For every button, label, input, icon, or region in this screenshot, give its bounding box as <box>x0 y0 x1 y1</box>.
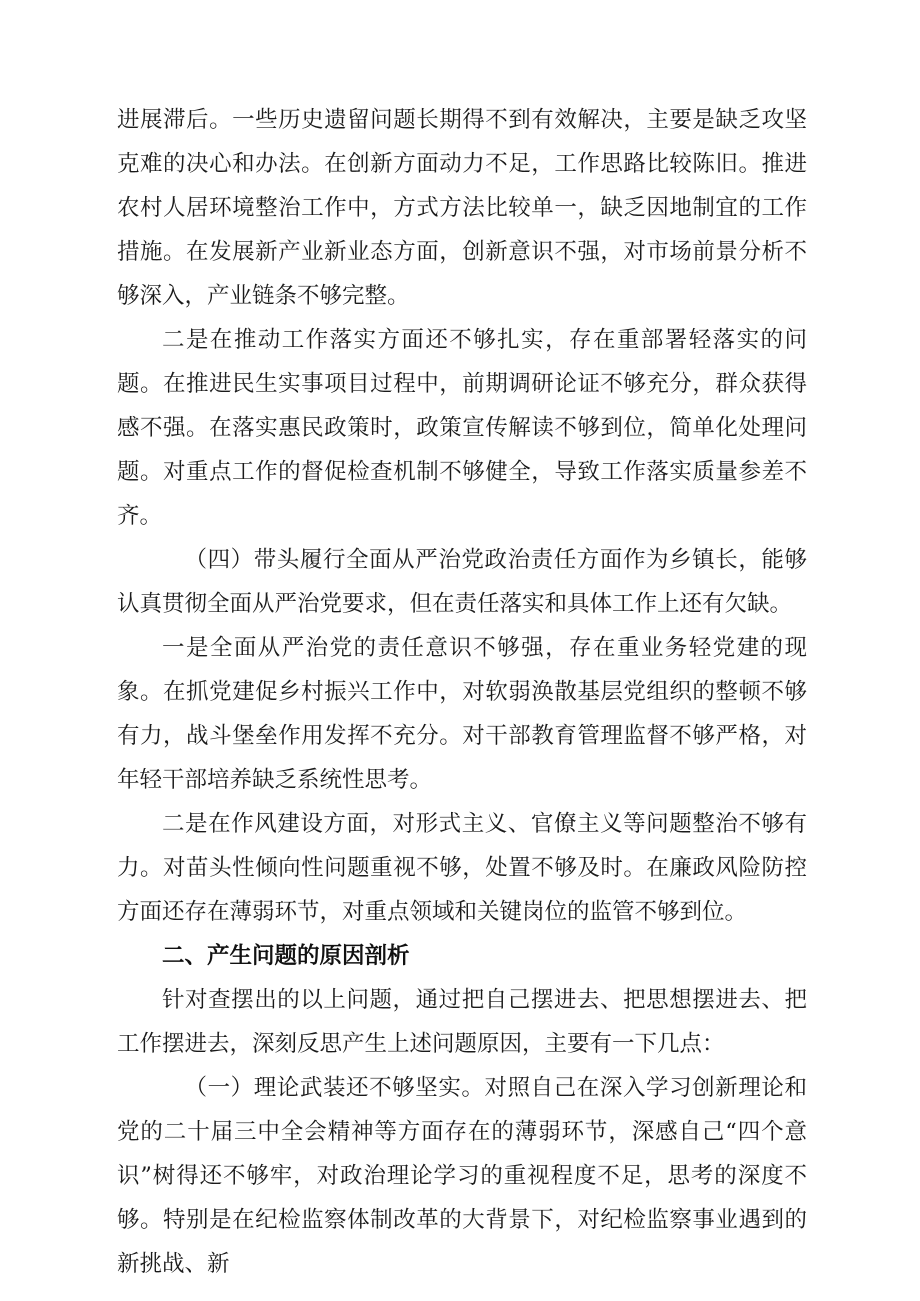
paragraph-section-four: （四）带头履行全面从严治党政治责任方面作为乡镇长，能够认真贯彻全面从严治党要求，但在责任落实和具体工作上还有欠缺。 <box>117 547 807 617</box>
document-body <box>117 98 807 1286</box>
paragraph-continuation: 进展滞后。一些历史遗留问题长期得不到有效解决，主要是缺乏攻坚克难的决心和办法。在创新方面动力不足，工作思路比较陈旧。推进农村人居环境整治工作中，方式方法比较单一，缺乏因地制宜的工作措施。在发展新产业新业态方面，创新意识不强，对市场前景分析不够深入，产业链条不够完整。 <box>117 107 807 309</box>
paragraph-theory-armament: （一）理论武装还不够坚实。对照自己在深入学习创新理论和党的二十届三中全会精神等方面存在的薄弱环节，深感自己“四个意识”树得还不够牢，对政治理论学习的重视程度不足，思考的深度不够。特别是在纪检监察体制改革的大背景下，对纪检监察事业遇到的新挑战、新 <box>117 1075 807 1277</box>
paragraph-party-responsibility: 一是全面从严治党的责任意识不够强，存在重业务轻党建的现象。在抓党建促乡村振兴工作中，对软弱涣散基层党组织的整顿不够有力，战斗堡垒作用发挥不充分。对干部教育管理监督不够严格，对年轻干部培养缺乏系统性思考。 <box>117 635 807 793</box>
paragraph-intro-causes: 针对查摆出的以上问题，通过把自己摆进去、把思想摆进去、把工作摆进去，深刻反思产生上述问题原因，主要有一下几点： <box>117 987 807 1057</box>
section-heading: 二、产生问题的原因剖析 <box>162 943 410 969</box>
paragraph-work-style: 二是在作风建设方面，对形式主义、官僚主义等问题整治不够有力。对苗头性倾向性问题重视不够，处置不够及时。在廉政风险防控方面还存在薄弱环节，对重点领域和关键岗位的监管不够到位。 <box>117 811 807 925</box>
paragraph-work-implementation: 二是在推动工作落实方面还不够扎实，存在重部署轻落实的问题。在推进民生实事项目过程中，前期调研论证不够充分，群众获得感不强。在落实惠民政策时，政策宣传解读不够到位，简单化处理问题。对重点工作的督促检查机制不够健全，导致工作落实质量参差不齐。 <box>117 327 807 529</box>
